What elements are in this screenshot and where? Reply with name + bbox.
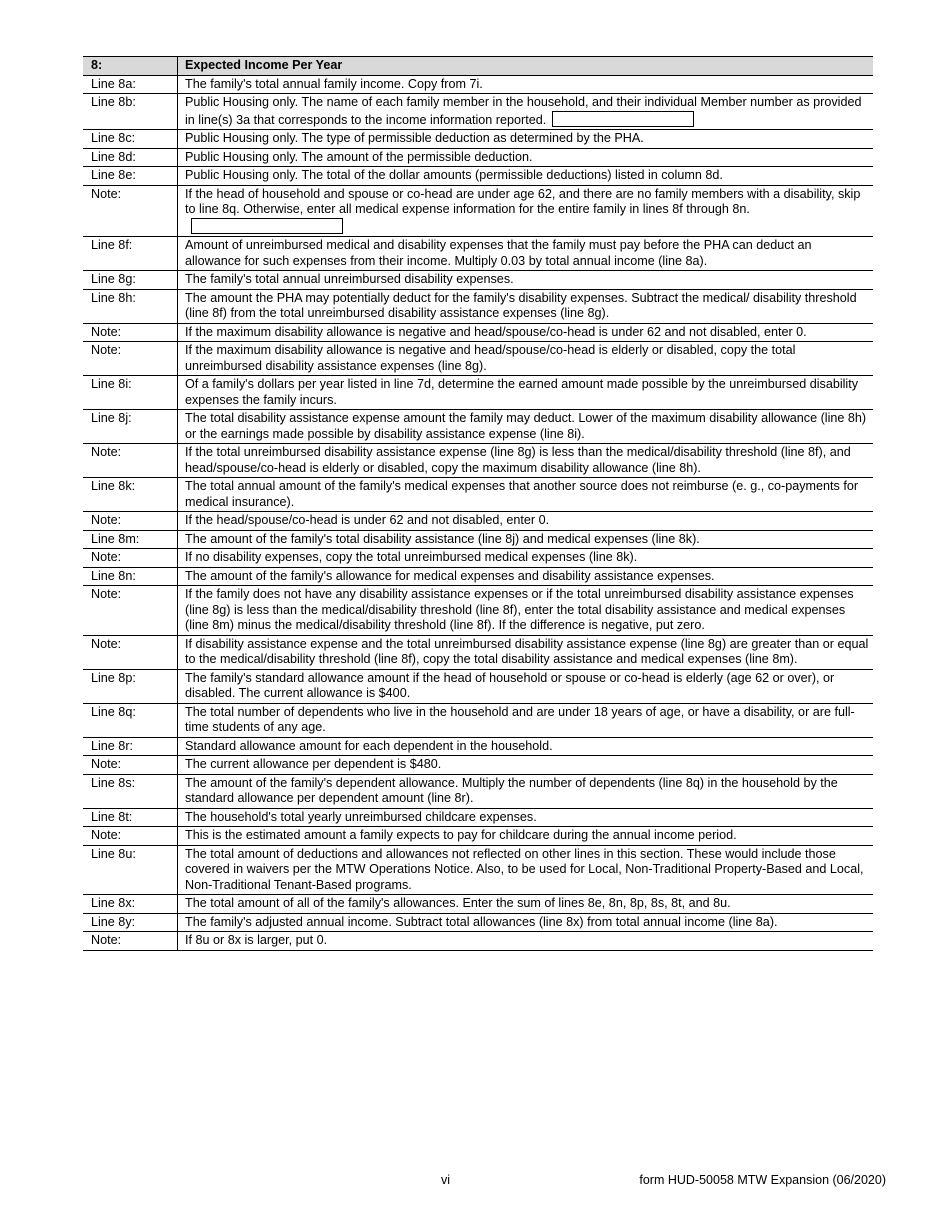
row-label: Line 8y: bbox=[83, 913, 178, 932]
row-text: The family's adjusted annual income. Subtract total allowances (line 8x) from total annual income (line 8a). bbox=[185, 914, 778, 929]
table-row bbox=[83, 669, 873, 703]
row-text: The amount of the family's dependent allowance. Multiply the number of dependents (line 8q) in the household by the standard allowance per dependent amount (line 8r). bbox=[185, 775, 838, 805]
table-row bbox=[83, 75, 873, 94]
inline-text-box bbox=[552, 111, 694, 127]
row-description bbox=[178, 530, 874, 549]
row-label: Note: bbox=[83, 549, 178, 568]
row-text: If the family does not have any disability assistance expenses or if the total unreimbursed disability assistance expenses (line 8g) is less than the medical/disability threshold (line 8f), enter the total disability assistance and medical expenses (line 8m) minus the medical/disability threshold (line 8f). If the difference is negative, put zero. bbox=[185, 587, 854, 632]
row-description bbox=[178, 703, 874, 737]
row-text: If the maximum disability allowance is negative and head/spouse/co-head is under 62 and not disabled, enter 0. bbox=[185, 324, 807, 339]
row-description bbox=[178, 756, 874, 775]
row-text: The current allowance per dependent is $480. bbox=[185, 757, 442, 771]
row-label: Note: bbox=[83, 586, 178, 636]
row-description bbox=[178, 130, 874, 149]
table-body bbox=[83, 75, 873, 950]
row-description bbox=[178, 635, 874, 669]
row-description bbox=[178, 148, 874, 167]
row-text: If the head/spouse/co-head is under 62 and not disabled, enter 0. bbox=[185, 513, 550, 527]
row-description bbox=[178, 895, 874, 914]
row-text: If the head of household and spouse or co-head are under age 62, and there are no family members with a disability, skip to line 8q. Otherwise, enter all medical expense information for the entire family in lines 8f through 8n. bbox=[185, 186, 861, 216]
row-label: Line 8a: bbox=[83, 75, 178, 94]
table-row bbox=[83, 737, 873, 756]
table-row bbox=[83, 827, 873, 846]
row-description bbox=[178, 932, 874, 951]
table-row bbox=[83, 567, 873, 586]
row-text: Amount of unreimbursed medical and disability expenses that the family must pay before the PHA can deduct an allowance for such expenses from their income. Multiply 0.03 by total annual income (line 8a). bbox=[185, 238, 812, 268]
table-row bbox=[83, 376, 873, 410]
table-row bbox=[83, 271, 873, 290]
row-label: Note: bbox=[83, 512, 178, 531]
row-description bbox=[178, 94, 874, 130]
row-description bbox=[178, 185, 874, 237]
row-label: Note: bbox=[83, 756, 178, 775]
table-row bbox=[83, 478, 873, 512]
table-row bbox=[83, 410, 873, 444]
row-description bbox=[178, 737, 874, 756]
row-text: The family's standard allowance amount if the head of household or spouse or co-head is elderly (age 62 or over), or disabled. The current allowance is $400. bbox=[185, 670, 835, 700]
table-row bbox=[83, 808, 873, 827]
row-text: Public Housing only. The name of each family member in the household, and their individual Member number as provided in line(s) 3a that corresponds to the income information reported. bbox=[185, 95, 862, 127]
row-text: Public Housing only. The total of the dollar amounts (permissible deductions) listed in column 8d. bbox=[185, 168, 723, 182]
row-description bbox=[178, 512, 874, 531]
table-row bbox=[83, 512, 873, 531]
table-row bbox=[83, 756, 873, 775]
row-label: Line 8i: bbox=[83, 376, 178, 410]
table-row bbox=[83, 444, 873, 478]
row-label: Line 8u: bbox=[83, 845, 178, 895]
page-number: vi bbox=[441, 1173, 451, 1187]
row-label: Note: bbox=[83, 323, 178, 342]
row-label: Note: bbox=[83, 827, 178, 846]
table-row bbox=[83, 895, 873, 914]
row-description bbox=[178, 549, 874, 568]
table-row bbox=[83, 586, 873, 636]
row-label: Line 8g: bbox=[83, 271, 178, 290]
table-row bbox=[83, 549, 873, 568]
row-label: Note: bbox=[83, 444, 178, 478]
row-description bbox=[178, 271, 874, 290]
row-description bbox=[178, 913, 874, 932]
table-header-row bbox=[83, 57, 873, 76]
table-row bbox=[83, 703, 873, 737]
row-description bbox=[178, 444, 874, 478]
row-label: Line 8c: bbox=[83, 130, 178, 149]
row-text: The total amount of deductions and allowances not reflected on other lines in this section. These would include those covered in waivers per the MTW Operations Notice. Also, to be used for Local, Non-Traditional Property-Based and Local, Non-Traditional Tenant-Based programs. bbox=[185, 846, 864, 892]
row-label: Line 8p: bbox=[83, 669, 178, 703]
row-text: This is the estimated amount a family expects to pay for childcare during the annual income period. bbox=[185, 828, 737, 842]
row-text: If 8u or 8x is larger, put 0. bbox=[185, 933, 328, 947]
row-label: Line 8n: bbox=[83, 567, 178, 586]
table-row bbox=[83, 530, 873, 549]
row-description bbox=[178, 237, 874, 271]
row-text: Public Housing only. The amount of the permissible deduction. bbox=[185, 149, 533, 164]
expected-income-table bbox=[83, 56, 873, 951]
table-row bbox=[83, 774, 873, 808]
row-description bbox=[178, 167, 874, 186]
row-label: Line 8r: bbox=[83, 737, 178, 756]
table-row bbox=[83, 94, 873, 130]
table-row bbox=[83, 130, 873, 149]
row-text: The amount of the family's allowance for medical expenses and disability assistance expenses. bbox=[185, 568, 715, 583]
row-text: Public Housing only. The type of permissible deduction as determined by the PHA. bbox=[185, 131, 644, 145]
row-label: Line 8j: bbox=[83, 410, 178, 444]
row-label: Line 8d: bbox=[83, 148, 178, 167]
row-text: The household's total yearly unreimbursed childcare expenses. bbox=[185, 809, 537, 824]
section-title: Expected Income Per Year bbox=[178, 57, 874, 76]
row-text: Of a family's dollars per year listed in line 7d, determine the earned amount made possible by the unreimbursed disability expenses the family incurs. bbox=[185, 377, 859, 407]
row-text: Standard allowance amount for each dependent in the household. bbox=[185, 738, 553, 753]
section-number: 8: bbox=[83, 57, 178, 76]
row-description bbox=[178, 342, 874, 376]
table-row bbox=[83, 167, 873, 186]
row-text: The total annual amount of the family's medical expenses that another source does not reimburse (e. g., co-payments for medical insurance). bbox=[185, 479, 859, 509]
row-label: Line 8f: bbox=[83, 237, 178, 271]
row-description bbox=[178, 75, 874, 94]
table-row bbox=[83, 289, 873, 323]
row-description bbox=[178, 376, 874, 410]
table-row bbox=[83, 913, 873, 932]
row-label: Line 8h: bbox=[83, 289, 178, 323]
row-label: Note: bbox=[83, 342, 178, 376]
row-description bbox=[178, 586, 874, 636]
row-description bbox=[178, 827, 874, 846]
row-text: If disability assistance expense and the total unreimbursed disability assistance expense (line 8g) are greater than or equal to the medical/disability threshold (line 8f), copy the total disability assistance and medical expenses (line 8m). bbox=[185, 636, 869, 666]
row-text: If the total unreimbursed disability assistance expense (line 8g) is less than the medical/disability threshold (line 8f), and head/spouse/co-head is elderly or disabled, copy the maximum disability allowance (line 8h). bbox=[185, 445, 851, 475]
row-text: The total number of dependents who live in the household and are under 18 years of age, or have a disability, or are full-time students of any age. bbox=[185, 704, 855, 734]
row-label: Note: bbox=[83, 185, 178, 237]
row-description bbox=[178, 478, 874, 512]
row-text: The amount of the family's total disability assistance (line 8j) and medical expenses (line 8k). bbox=[185, 531, 700, 546]
row-description bbox=[178, 410, 874, 444]
row-text: The family's total annual family income. Copy from 7i. bbox=[185, 76, 483, 91]
row-label: Line 8m: bbox=[83, 530, 178, 549]
row-label: Line 8e: bbox=[83, 167, 178, 186]
table-row bbox=[83, 932, 873, 951]
form-identifier: form HUD-50058 MTW Expansion (06/2020) bbox=[639, 1173, 886, 1187]
row-text: If the maximum disability allowance is negative and head/spouse/co-head is elderly or disabled, copy the total unreimbursed disability assistance expenses (line 8g). bbox=[185, 343, 796, 373]
row-label: Line 8k: bbox=[83, 478, 178, 512]
row-text: If no disability expenses, copy the total unreimbursed medical expenses (line 8k). bbox=[185, 550, 638, 564]
table-row bbox=[83, 342, 873, 376]
row-description bbox=[178, 323, 874, 342]
table-row bbox=[83, 237, 873, 271]
table-row bbox=[83, 845, 873, 895]
row-label: Line 8x: bbox=[83, 895, 178, 914]
row-description bbox=[178, 289, 874, 323]
table-row bbox=[83, 185, 873, 237]
row-description bbox=[178, 845, 874, 895]
table-row bbox=[83, 148, 873, 167]
row-label: Note: bbox=[83, 635, 178, 669]
row-label: Line 8b: bbox=[83, 94, 178, 130]
row-text: The total disability assistance expense amount the family may deduct. Lower of the maximum disability allowance (line 8h) or the earnings made possible by disability assistance expense (line 8i). bbox=[185, 411, 867, 441]
row-text: The amount the PHA may potentially deduct for the family's disability expenses. Subtract the medical/ disability threshold (line 8f) from the total unreimbursed disability assistance expenses (line 8g). bbox=[185, 290, 857, 320]
row-description bbox=[178, 808, 874, 827]
row-description bbox=[178, 774, 874, 808]
inline-text-box bbox=[191, 218, 343, 234]
row-text: The total amount of all of the family's allowances. Enter the sum of lines 8e, 8n, 8p, 8s, 8t, and 8u. bbox=[185, 896, 731, 910]
row-text: The family's total annual unreimbursed disability expenses. bbox=[185, 272, 514, 286]
table-row bbox=[83, 323, 873, 342]
row-label: Line 8t: bbox=[83, 808, 178, 827]
table-row bbox=[83, 635, 873, 669]
row-label: Note: bbox=[83, 932, 178, 951]
row-label: Line 8q: bbox=[83, 703, 178, 737]
row-label: Line 8s: bbox=[83, 774, 178, 808]
row-description bbox=[178, 669, 874, 703]
row-description bbox=[178, 567, 874, 586]
